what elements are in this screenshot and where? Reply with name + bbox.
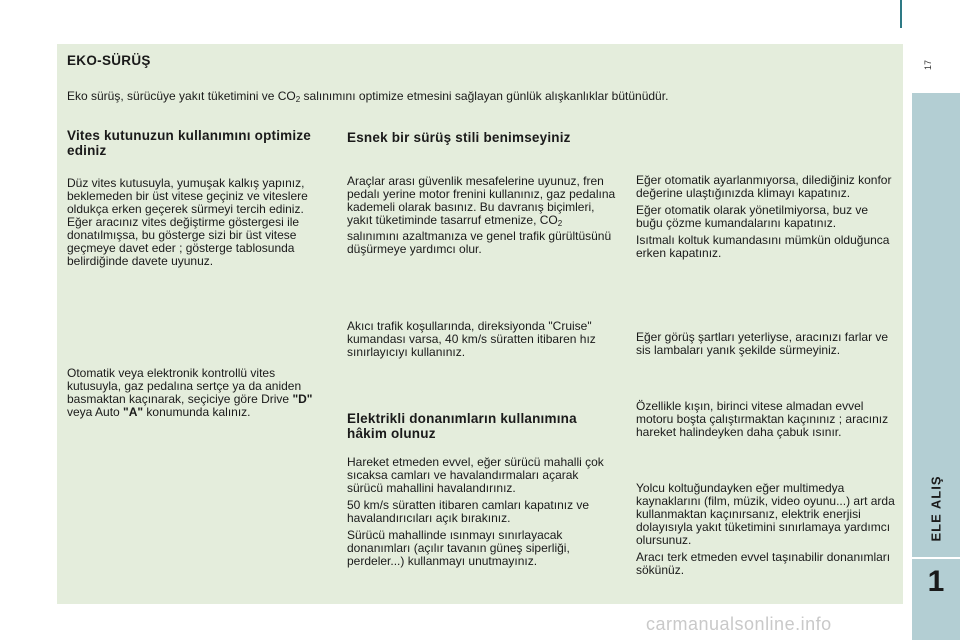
co2-subscript: 2 xyxy=(557,219,563,228)
col1-paragraph-manual xyxy=(67,177,327,268)
col3-p2: Eğer otomatik olarak yönetilmiyorsa, buz ve buğu çözme kumandalarını kapatınız. xyxy=(636,203,869,230)
col1-p2-e: konumunda kalınız. xyxy=(143,405,251,419)
col2-paragraph-1 xyxy=(347,175,617,256)
col3-p1: Eğer otomatik ayarlanmıyorsa, dilediğiniz konfor değerine ulaştığınızda klimayı kapatınız. xyxy=(636,173,892,200)
col2-p1 xyxy=(347,175,617,256)
col3-paragraph-group-1 xyxy=(636,174,898,260)
chapter-label xyxy=(918,463,954,553)
page-number: 17 xyxy=(923,60,933,71)
col2-heading1: Esnek bir sürüş stili benimseyiniz xyxy=(347,130,571,145)
col2-paragraph-group xyxy=(347,456,617,568)
col2-heading2: Elektrikli donanımların kullanımına hâkim olunuz xyxy=(347,411,577,441)
col1-p2-drive: "D" xyxy=(292,392,313,406)
intro-text-end: salınımını optimize etmesini sağlayan günlük alışkanlıklar bütünüdür. xyxy=(300,89,669,103)
col3-paragraph-lights xyxy=(636,331,898,357)
col3-p4: Eğer görüş şartları yeterliyse, aracınızı farlar ve sis lambaları yanık şekilde sürmeyiniz. xyxy=(636,330,889,357)
col3-paragraph-group-2 xyxy=(636,482,898,577)
intro-text-start: Eko sürüş, sürücüye yakıt tüketimini ve CO xyxy=(67,89,296,103)
page-title: EKO-SÜRÜŞ xyxy=(67,53,151,68)
col1-section-gearbox xyxy=(67,128,327,158)
col2-p5: Sürücü mahallinde ısınmayı sınırlayacak donanımları (açılır tavanın güneş siperliği, perdeler...) kullanmayı unutmayınız. xyxy=(347,528,570,568)
watermark: carmanualsonline.info xyxy=(646,614,832,634)
col3-p7: Aracı terk etmeden evvel taşınabilir donanımları sökünüz. xyxy=(636,550,891,577)
col2-p2: Akıcı trafik koşullarında, direksiyonda "Cruise" kumandası varsa, 40 km/s süratten itibaren hız sınırlayıcıyı kullanınız. xyxy=(347,319,596,359)
chapter-divider xyxy=(912,557,960,559)
col2-p4: 50 km/s süratten itibaren camları kapatınız ve havalandırıcıları açık bırakınız. xyxy=(347,498,590,525)
col1-p2-c: veya Auto xyxy=(67,405,124,419)
col1-p2-auto: "A" xyxy=(123,405,144,419)
col1-heading: Vites kutunuzun kullanımını optimize ediniz xyxy=(67,128,311,158)
col1-p1: Düz vites kutusuyla, yumuşak kalkış yapınız, beklemeden bir üst vitese geçiniz ve viteslere oldukça erken geçerek sürmeyi tercih ediniz. Eğer aracınız vites değiştirme göstergesi ile donatılmışsa, bu gösterge sizi bir üst vitese geçmeye davet eder ; gösterge tablosunda belirdiğinde davete uyunuz. xyxy=(67,176,308,268)
col3-p5: Özellikle kışın, birinci vitese almadan evvel motoru boşta çalıştırmaktan kaçınınız ; aracınız hareket halindeyken daha çabuk ısınır. xyxy=(636,399,889,439)
chapter-label-text: ELE ALIŞ xyxy=(928,474,944,542)
col2-p3: Hareket etmeden evvel, eğer sürücü mahalli çok sıcaksa camları ve havalandırmaları açarak sürücü mahallini havalandırınız. xyxy=(347,455,604,495)
col3-p6: Yolcu koltuğundayken eğer multimedya kaynaklarını (film, müzik, video oyunu...) art arda kullanmaktan kaçınırsanız, elektrik enerjisi dolayısıyla yakıt tüketimini sınırlamaya yardımcı olursunuz. xyxy=(636,481,895,547)
col2-section-electrical xyxy=(347,411,617,441)
co2-subscript: 2 xyxy=(295,95,301,104)
intro-text xyxy=(67,89,887,104)
col1-paragraph-automatic xyxy=(67,367,327,419)
col2-p1-a: Araçlar arası güvenlik mesafelerine uyunuz, fren pedalı yerine motor frenini kullanınız, gaz pedalına kademeli olarak basınız. Bu davranış biçimleri, yakıt tüketiminde tasarruf etmenize, CO xyxy=(347,174,616,227)
col3-paragraph-winter xyxy=(636,400,898,439)
col2-p1-b: salınımını azaltmanıza ve genel trafik gürültüsünü düşürmeye yardımcı olur. xyxy=(347,229,612,256)
col2-section-driving xyxy=(347,130,617,145)
col1-p2-a: Otomatik veya elektronik kontrollü vites kutusuyla, gaz pedalına sertçe ya da aniden basmaktan kaçınarak, seçiciye göre Drive xyxy=(67,366,302,406)
col3-p3: Isıtmalı koltuk kumandasını mümkün olduğunca erken kapatınız. xyxy=(636,233,890,260)
col2-paragraph-2 xyxy=(347,320,617,359)
chapter-number: 1 xyxy=(927,565,945,598)
col1-p2 xyxy=(67,367,327,419)
top-accent-line xyxy=(900,0,902,28)
